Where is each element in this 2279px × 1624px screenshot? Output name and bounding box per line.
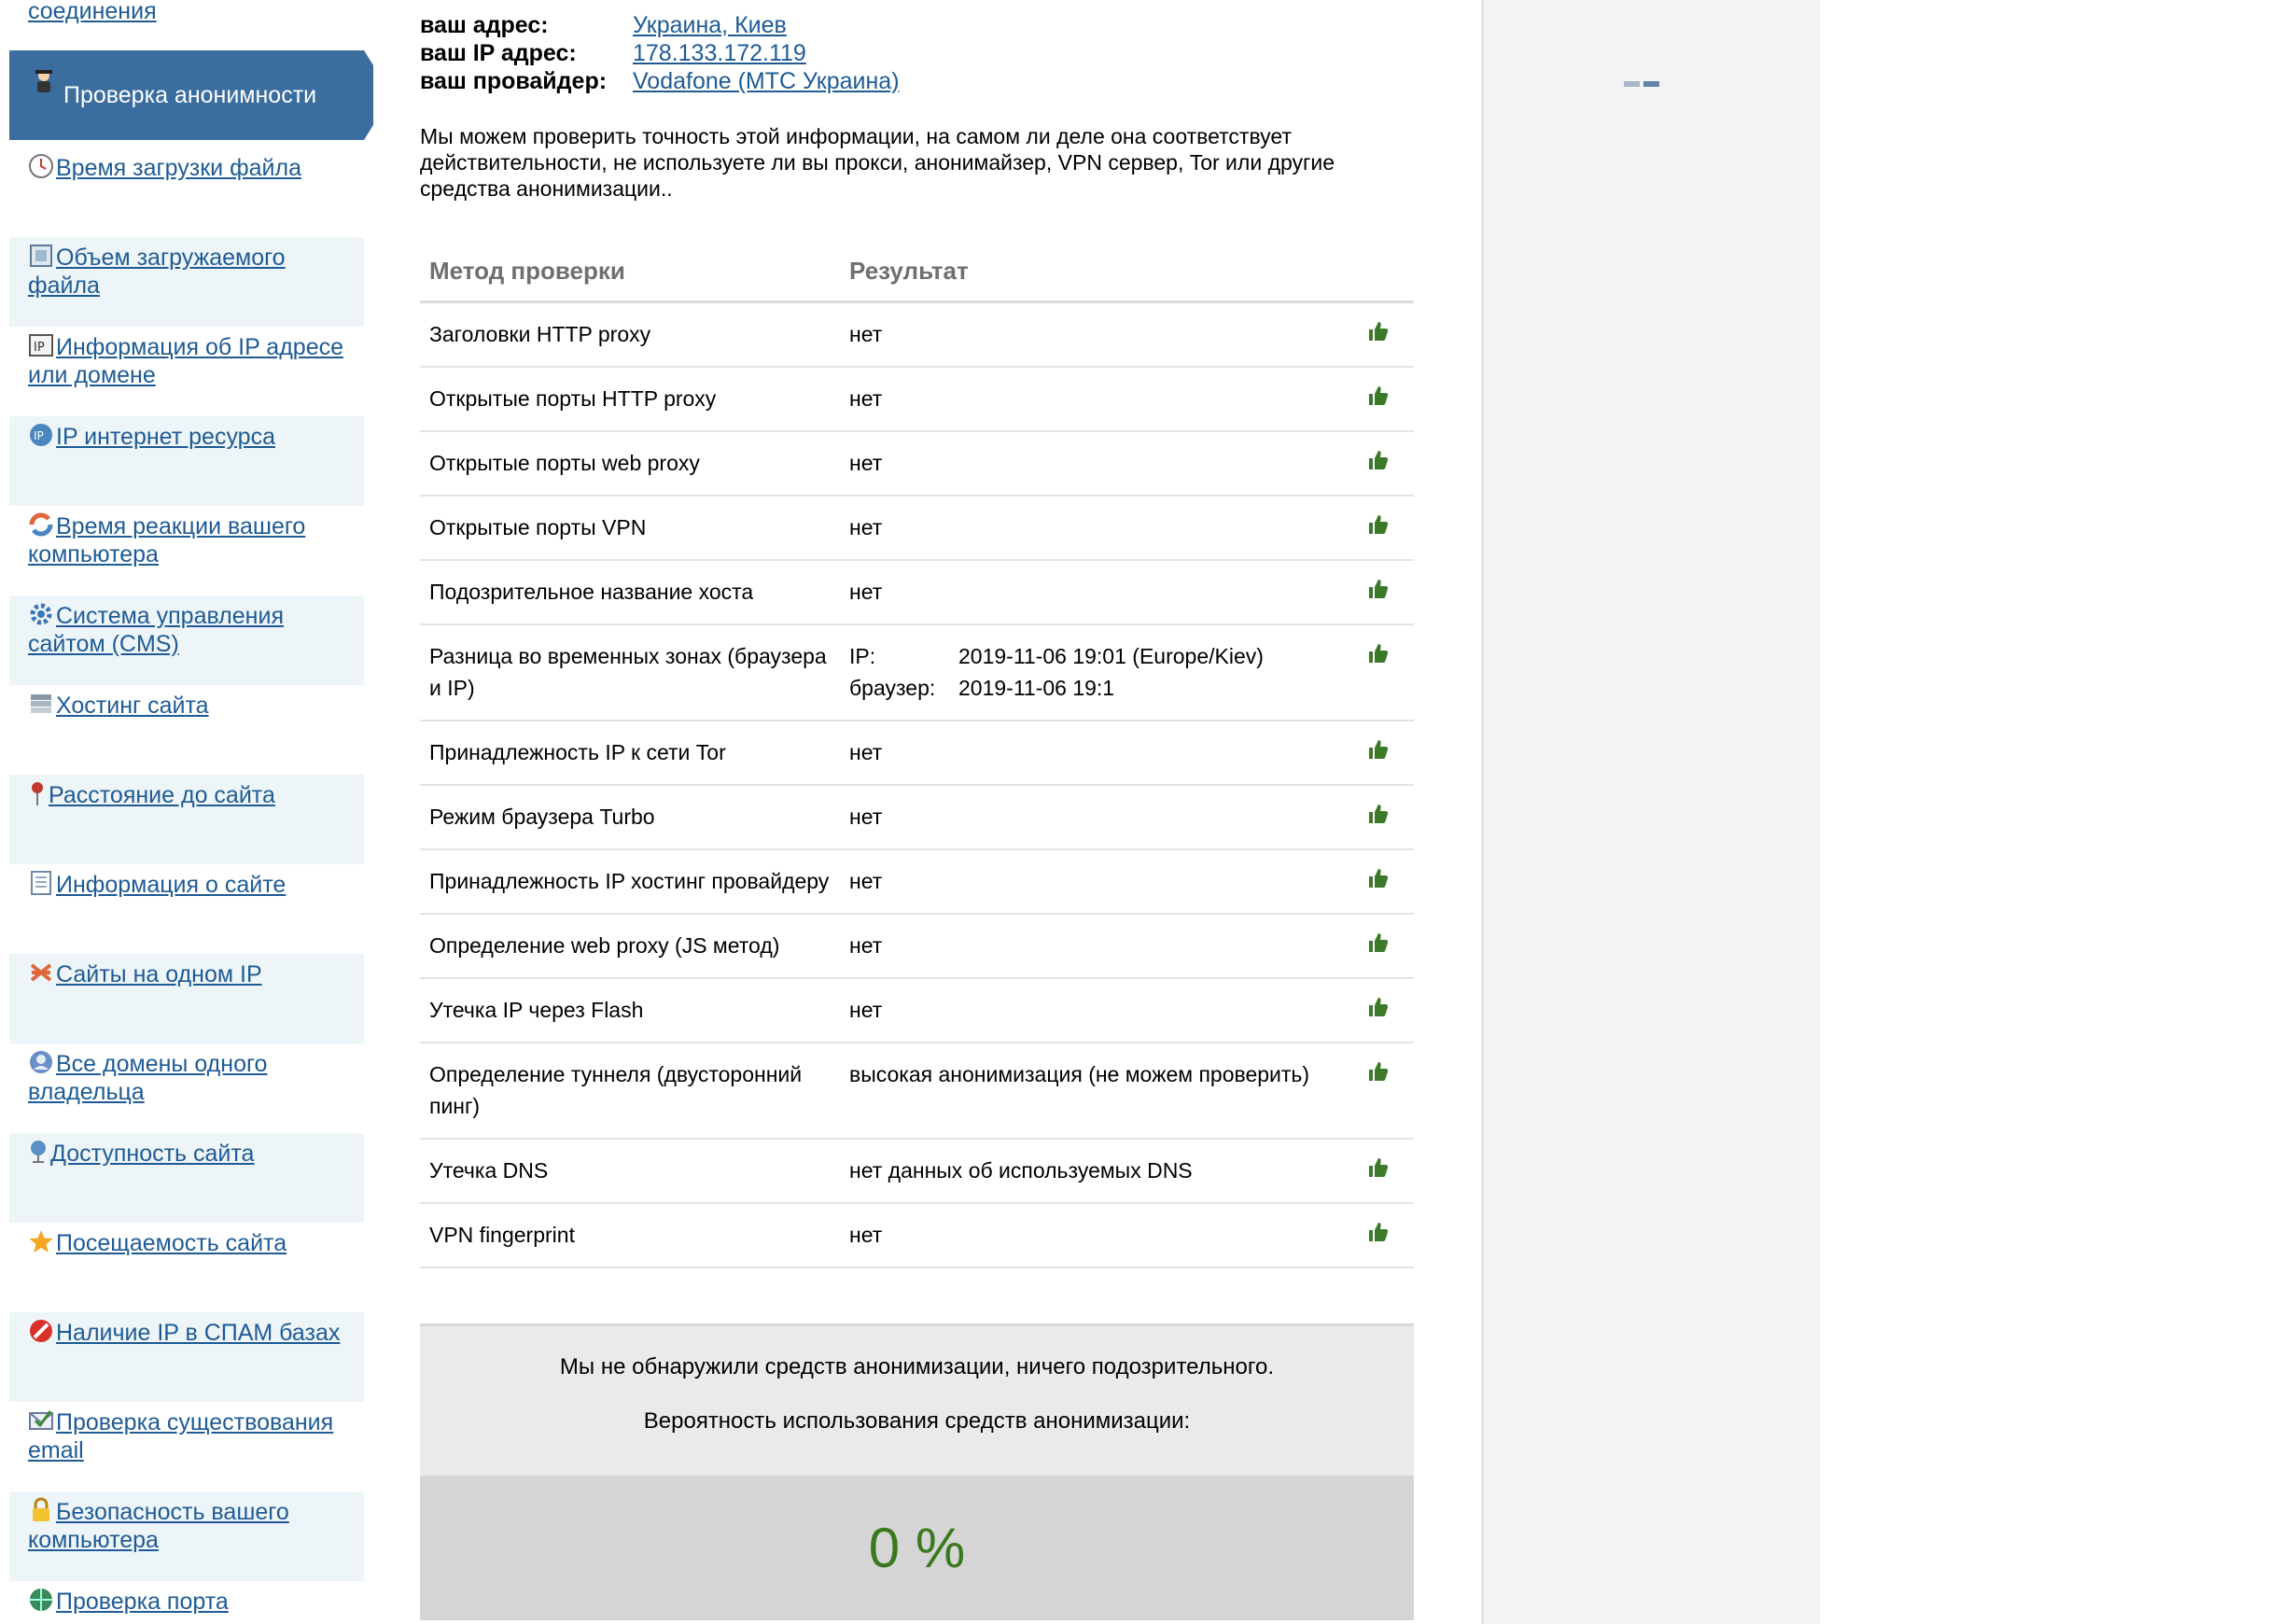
monitor-globe-icon bbox=[28, 1139, 49, 1165]
result-cell: нет bbox=[840, 367, 1358, 431]
status-cell bbox=[1358, 624, 1414, 721]
address-link[interactable]: Украина, Киев bbox=[633, 12, 787, 38]
method-cell: Принадлежность IP к сети Tor bbox=[420, 721, 840, 785]
table-row bbox=[420, 1139, 1414, 1203]
status-cell bbox=[1358, 560, 1414, 624]
sidebar-item-site-info[interactable] bbox=[9, 864, 364, 954]
table-row bbox=[420, 1203, 1414, 1267]
method-cell: Определение туннеля (двусторонний пинг) bbox=[420, 1043, 840, 1139]
sidebar-item-label[interactable]: Проверка порта bbox=[56, 1589, 229, 1615]
sidebar-item-label[interactable]: Проверка анонимности bbox=[63, 82, 317, 108]
table-row bbox=[420, 560, 1414, 624]
svg-text:IP: IP bbox=[34, 429, 44, 442]
sidebar-item-label[interactable]: Расстояние до сайта bbox=[49, 782, 275, 808]
result-cell: нет bbox=[840, 302, 1358, 368]
tz-ip-value: 2019-11-06 19:01 (Europe/Kiev) bbox=[958, 644, 1264, 668]
table-row bbox=[420, 1043, 1414, 1139]
timezone-grid bbox=[849, 640, 1349, 704]
summary-line-2: Вероятность использования средств анонимизации: bbox=[643, 1408, 1191, 1434]
frame-icon bbox=[28, 243, 54, 269]
status-cell bbox=[1358, 914, 1414, 978]
method-cell: Разница во временных зонах (браузера и IP) bbox=[420, 624, 840, 721]
status-cell bbox=[1358, 302, 1414, 368]
status-cell bbox=[1358, 1203, 1414, 1267]
sidebar-item-label[interactable]: Проверка существования email bbox=[28, 1409, 334, 1463]
sidebar-item-label[interactable]: Время загрузки файла bbox=[56, 155, 302, 181]
results-table bbox=[420, 241, 1414, 1268]
sidebar-item-security[interactable] bbox=[9, 1491, 364, 1581]
sidebar-item-label[interactable]: Все домены одного владельца bbox=[28, 1051, 268, 1105]
sidebar-item-label[interactable]: IP интернет ресурса bbox=[56, 424, 275, 450]
result-cell: нет bbox=[840, 496, 1358, 560]
sidebar-item-hosting[interactable] bbox=[9, 685, 364, 775]
table-row bbox=[420, 849, 1414, 914]
summary-line-1: Мы не обнаружили средств анонимизации, ничего подозрительного. bbox=[559, 1354, 1275, 1379]
result-cell bbox=[840, 624, 1358, 721]
method-cell: Режим браузера Turbo bbox=[420, 785, 840, 849]
tz-browser-value: 2019-11-06 19:1 bbox=[958, 676, 1115, 700]
result-cell: нет bbox=[840, 849, 1358, 914]
sidebar-item-label[interactable]: Информация об IP адресе или домене bbox=[28, 334, 343, 388]
sidebar-item-label[interactable]: Система управления сайтом (CMS) bbox=[28, 603, 284, 657]
thumbs-up-icon bbox=[1367, 996, 1405, 1018]
status-cell bbox=[1358, 1139, 1414, 1203]
result-cell: нет bbox=[840, 914, 1358, 978]
method-cell: Принадлежность IP хостинг провайдеру bbox=[420, 849, 840, 914]
thumbs-up-icon bbox=[1367, 1060, 1405, 1083]
thumbs-up-icon bbox=[1367, 642, 1405, 665]
sidebar-item-label[interactable]: Время реакции вашего компьютера bbox=[28, 513, 306, 567]
sidebar-item-file-size[interactable] bbox=[9, 237, 364, 327]
sidebar-item-same-ip[interactable] bbox=[9, 954, 364, 1043]
table-row bbox=[420, 914, 1414, 978]
status-cell bbox=[1358, 1043, 1414, 1139]
refresh-icon bbox=[28, 511, 54, 538]
document-icon bbox=[28, 870, 54, 896]
ip-circle-icon bbox=[28, 422, 54, 448]
loading-indicator-icon bbox=[1624, 80, 1661, 88]
header-method: Метод проверки bbox=[420, 241, 840, 302]
table-row bbox=[420, 302, 1414, 368]
right-panel bbox=[1481, 0, 1820, 1624]
sidebar-item-traffic[interactable] bbox=[9, 1223, 364, 1312]
summary-text-area bbox=[420, 1326, 1414, 1476]
status-cell bbox=[1358, 496, 1414, 560]
thumbs-up-icon bbox=[1367, 513, 1405, 536]
status-cell bbox=[1358, 721, 1414, 785]
thumbs-up-icon bbox=[1367, 738, 1405, 761]
thumbs-up-icon bbox=[1367, 449, 1405, 471]
header-result: Результат bbox=[840, 241, 1358, 302]
sidebar-item-label[interactable]: Хостинг сайта bbox=[56, 693, 209, 719]
sidebar-item-label[interactable]: Сайты на одном IP bbox=[56, 961, 262, 987]
address-label: ваш адрес: bbox=[420, 12, 549, 38]
forbidden-icon bbox=[28, 1318, 54, 1344]
sidebar-item-label[interactable]: Безопасность вашего компьютера bbox=[28, 1499, 289, 1553]
thumbs-up-icon bbox=[1367, 1221, 1405, 1243]
sidebar-item-anonymity-active[interactable] bbox=[9, 50, 373, 140]
sidebar-item-speed[interactable] bbox=[9, 0, 364, 50]
detective-icon bbox=[30, 67, 58, 95]
map-pin-icon bbox=[28, 780, 47, 806]
globe-user-icon bbox=[28, 1049, 54, 1075]
sidebar-item-ip-info[interactable] bbox=[9, 327, 364, 416]
result-cell: нет bbox=[840, 560, 1358, 624]
result-cell: нет bbox=[840, 978, 1358, 1043]
table-row bbox=[420, 367, 1414, 431]
status-cell bbox=[1358, 978, 1414, 1043]
sidebar-item-port-check[interactable] bbox=[9, 1581, 364, 1624]
method-cell: Открытые порты HTTP proxy bbox=[420, 367, 840, 431]
thumbs-up-icon bbox=[1367, 867, 1405, 889]
provider-link[interactable]: Vodafone (МТС Украина) bbox=[633, 68, 900, 94]
method-cell: VPN fingerprint bbox=[420, 1203, 840, 1267]
svg-text:IP: IP bbox=[34, 341, 45, 355]
ip-box-icon bbox=[28, 332, 54, 358]
table-row bbox=[420, 431, 1414, 496]
method-cell: Утечка IP через Flash bbox=[420, 978, 840, 1043]
provider-label: ваш провайдер: bbox=[420, 68, 608, 94]
ip-link[interactable]: 178.133.172.119 bbox=[633, 40, 806, 66]
sidebar-item-label[interactable]: Наличие IP в СПАМ базах bbox=[56, 1320, 341, 1346]
sidebar-item-cms[interactable] bbox=[9, 595, 364, 685]
thumbs-up-icon bbox=[1367, 320, 1405, 343]
network-icon bbox=[28, 959, 54, 986]
table-row bbox=[420, 785, 1414, 849]
tz-browser-label: браузер: bbox=[849, 676, 936, 700]
gear-icon bbox=[28, 601, 54, 627]
ip-label: ваш IP адрес: bbox=[420, 40, 577, 66]
sidebar-item-email[interactable] bbox=[9, 1402, 364, 1491]
intro-text: Мы можем проверить точность этой информации, на самом ли деле она соответствует действительности, не используете ли вы прокси, анонимайзер, VPN сервер, Tor или другие средства анонимизации.. bbox=[420, 124, 1335, 201]
method-cell: Подозрительное название хоста bbox=[420, 560, 840, 624]
lock-icon bbox=[28, 1497, 54, 1523]
sidebar-item-label[interactable]: Посещаемость сайта bbox=[56, 1230, 287, 1256]
method-cell: Открытые порты VPN bbox=[420, 496, 840, 560]
result-cell: нет bbox=[840, 721, 1358, 785]
sidebar bbox=[0, 0, 373, 1624]
sidebar-item-label[interactable]: Доступность сайта bbox=[50, 1141, 255, 1167]
thumbs-up-icon bbox=[1367, 931, 1405, 954]
sidebar-item-reaction-time[interactable] bbox=[9, 506, 364, 595]
sidebar-item-label[interactable]: Объем загружаемого файла bbox=[28, 245, 286, 299]
method-cell: Утечка DNS bbox=[420, 1139, 840, 1203]
sidebar-item-owner-domains[interactable] bbox=[9, 1043, 364, 1133]
method-cell: Заголовки HTTP proxy bbox=[420, 302, 840, 368]
sidebar-item-distance[interactable] bbox=[9, 775, 364, 864]
result-cell: нет bbox=[840, 431, 1358, 496]
sidebar-item-ip-resource[interactable] bbox=[9, 416, 364, 506]
sidebar-item-label[interactable]: соединения bbox=[28, 0, 157, 24]
table-row bbox=[420, 721, 1414, 785]
clock-icon bbox=[28, 153, 54, 179]
anonymity-percent: 0 % bbox=[420, 1476, 1414, 1620]
result-cell: нет bbox=[840, 785, 1358, 849]
thumbs-up-icon bbox=[1367, 385, 1405, 407]
table-row bbox=[420, 496, 1414, 560]
method-cell: Определение web proxy (JS метод) bbox=[420, 914, 840, 978]
thumbs-up-icon bbox=[1367, 578, 1405, 600]
status-cell bbox=[1358, 849, 1414, 914]
sidebar-item-availability[interactable] bbox=[9, 1133, 364, 1223]
result-cell: высокая анонимизация (не можем проверить) bbox=[840, 1043, 1358, 1139]
server-icon bbox=[28, 691, 54, 717]
sidebar-item-label[interactable]: Информация о сайте bbox=[56, 872, 287, 898]
star-icon bbox=[28, 1228, 54, 1254]
method-cell: Открытые порты web proxy bbox=[420, 431, 840, 496]
sidebar-item-file-load-time[interactable] bbox=[9, 147, 364, 237]
thumbs-up-icon bbox=[1367, 803, 1405, 825]
table-row bbox=[420, 624, 1414, 721]
sidebar-item-spam[interactable] bbox=[9, 1312, 364, 1402]
thumbs-up-icon bbox=[1367, 1156, 1405, 1179]
result-cell: нет bbox=[840, 1203, 1358, 1267]
table-row bbox=[420, 978, 1414, 1043]
summary-box bbox=[420, 1323, 1414, 1620]
status-cell bbox=[1358, 785, 1414, 849]
envelope-check-icon bbox=[28, 1407, 54, 1434]
table-header-row bbox=[420, 241, 1414, 302]
result-cell: нет данных об используемых DNS bbox=[840, 1139, 1358, 1203]
status-cell bbox=[1358, 367, 1414, 431]
header-status bbox=[1358, 241, 1414, 302]
status-cell bbox=[1358, 431, 1414, 496]
globe-icon bbox=[28, 1587, 54, 1613]
tz-ip-label: IP: bbox=[849, 644, 876, 668]
